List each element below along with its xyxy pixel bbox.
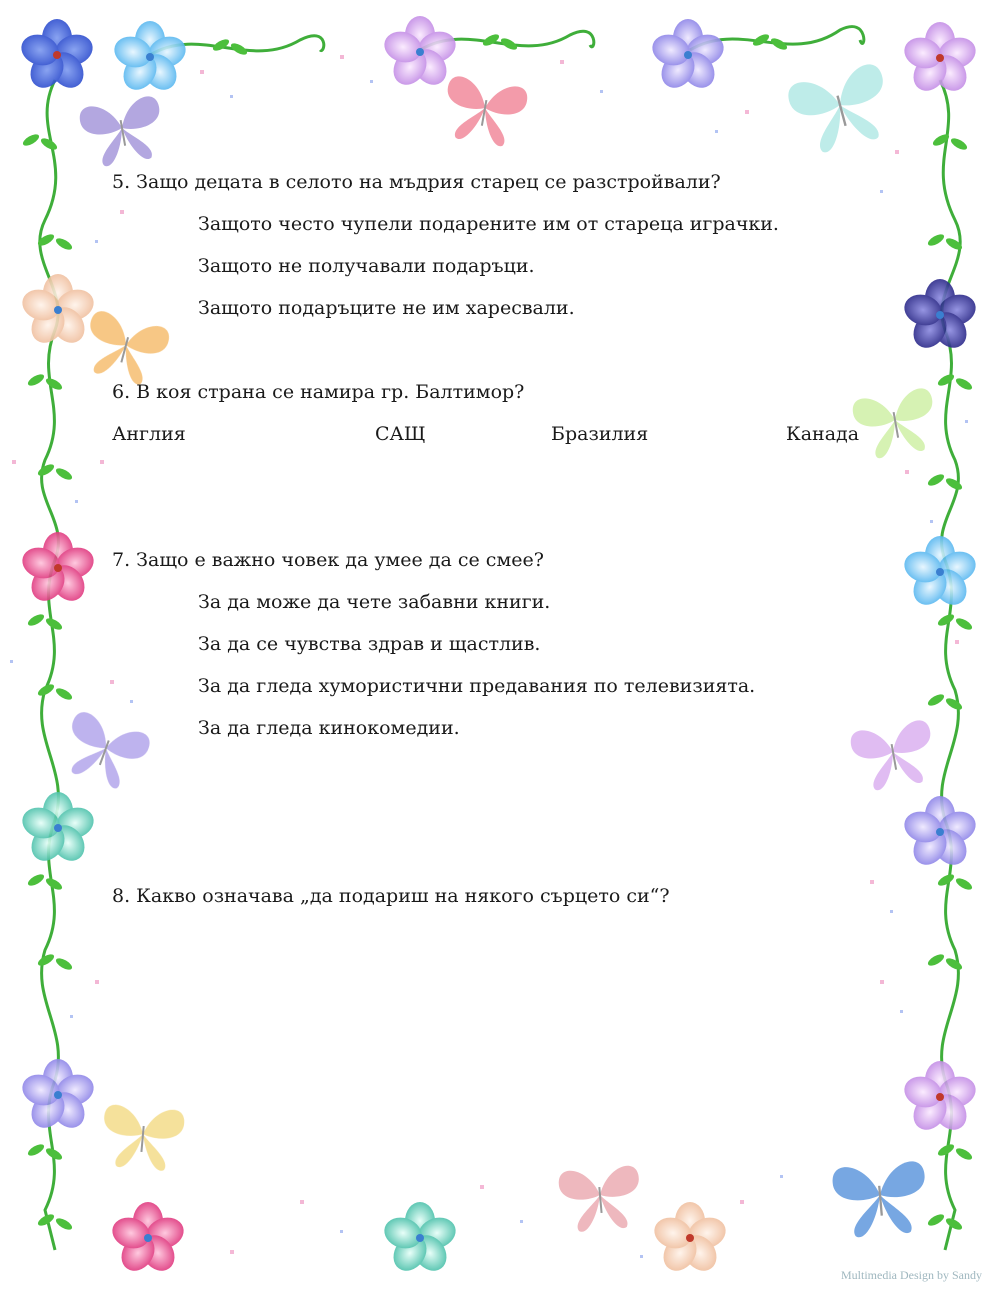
butterfly-pink-bottom [558,1165,643,1234]
q5-option-2[interactable]: Защото не получавали подаръци. [198,255,535,277]
q6-choice-usa[interactable]: САЩ [375,423,426,445]
question-6: 6. В коя страна се намира гр. Балтимор? [112,381,525,403]
butterfly-blue-bottom-right [831,1160,929,1239]
q7-option-2[interactable]: За да се чувства здрав и щастлив. [198,633,541,655]
butterfly-red-top [439,75,529,150]
question-8: 8. Какво означава „да подариш на някого сърцето си“? [112,885,670,907]
butterfly-purple-left [56,709,153,795]
question-7: 7. Защо е важно човек да умее да се смее? [112,549,544,571]
q6-choice-england[interactable]: Англия [112,423,186,445]
q7-option-1[interactable]: За да може да чете забавни книги. [198,591,551,613]
q7-option-4[interactable]: За да гледа кинокомедии. [198,717,460,739]
butterfly-aqua-top-right [785,61,897,158]
butterfly-orange-left [78,309,171,390]
question-5: 5. Защо децата в селото на мъдрия старец се разстройвали? [112,171,721,193]
q5-option-3[interactable]: Защото подаръците не им харесвали. [198,297,575,319]
q6-choice-brazil[interactable]: Бразилия [551,423,649,445]
q5-option-1[interactable]: Защото често чупели подарените им от стареца играчки. [198,213,779,235]
butterfly-green-right [851,387,941,462]
butterfly-lilac-right [849,719,939,794]
butterfly-yellow-bottom-left [100,1104,185,1173]
butterfly-purple-top-left [78,95,168,170]
border-credit: Multimedia Design by Sandy [841,1268,982,1282]
q6-choice-canada[interactable]: Канада [786,423,860,445]
q7-option-3[interactable]: За да гледа хумористични предавания по телевизията. [198,675,756,697]
